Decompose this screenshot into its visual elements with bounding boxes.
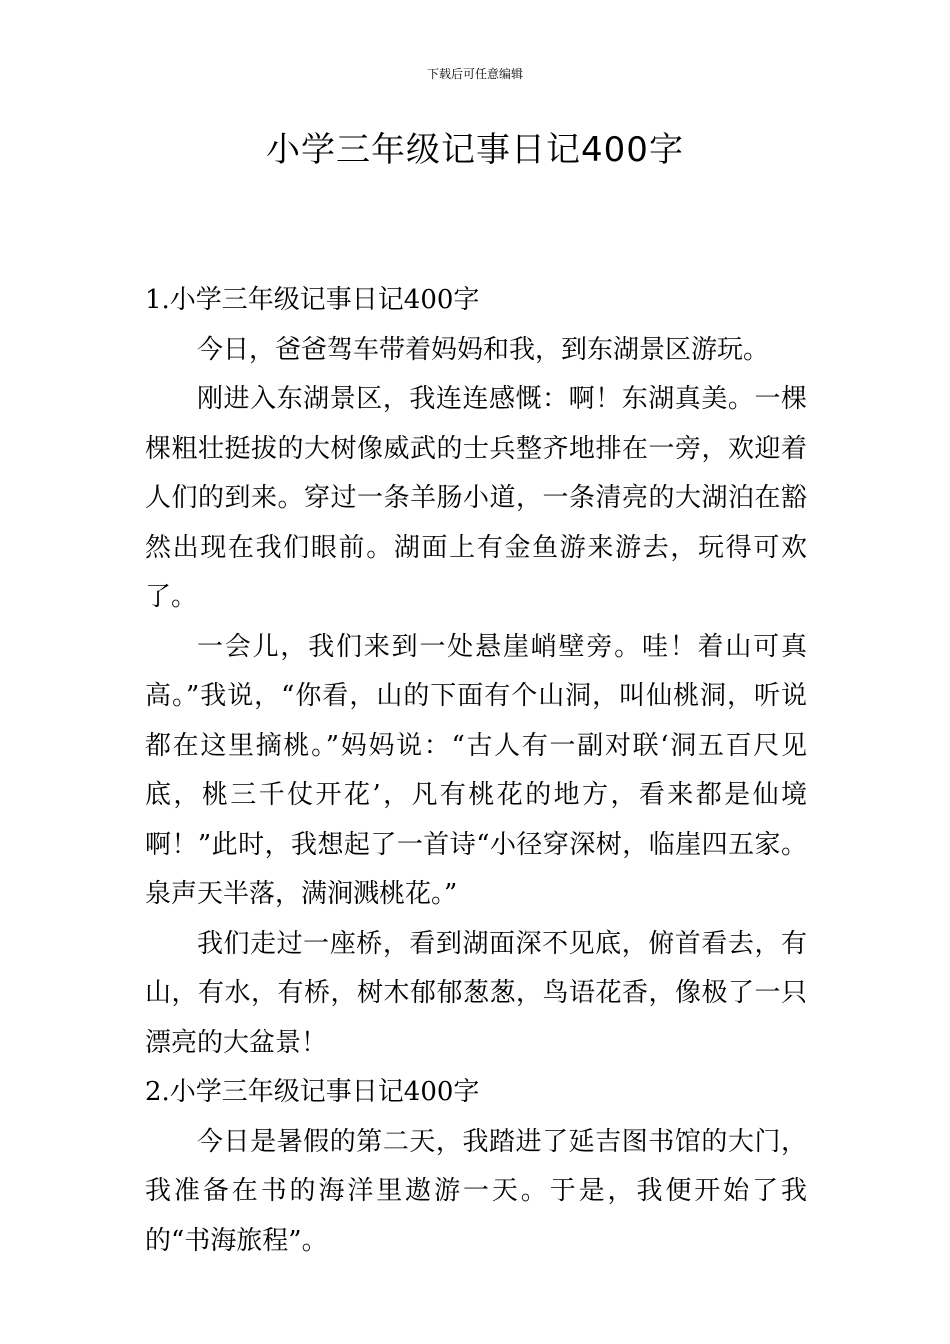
paragraph: 今日是暑假的第二天，我踏进了延吉图书馆的大门，我准备在书的海洋里遨游一天。于是，我便开始了我的“书海旅程”。 [145, 1126, 807, 1256]
paragraph: 今日，爸爸驾车带着妈妈和我，到东湖景区游玩。 [197, 334, 770, 365]
paragraph: 刚进入东湖景区，我连连感慨：啊！东湖真美。一棵棵粗壮挺拔的大树像威武的士兵整齐地排在一旁，欢迎着人们的到来。穿过一条羊肠小道，一条清亮的大湖泊在豁然出现在我们眼前。湖面上有金鱼游来游去，玩得可欢了。 [145, 384, 807, 612]
paragraph: 我们走过一座桥，看到湖面深不见底，俯首看去，有山，有水，有桥，树木郁郁葱葱，鸟语花香，像极了一只漂亮的大盆景！ [145, 928, 807, 1058]
document-body [145, 276, 807, 1266]
section-heading: 1.小学三年级记事日记400字 [145, 285, 480, 315]
document-title: 小学三年级记事日记400字 [266, 130, 684, 170]
paragraph: 一会儿，我们来到一处悬崖峭壁旁。哇！着山可真高。”我说，“你看，山的下面有个山洞，叫仙桃洞，听说都在这里摘桃。”妈妈说：“古人有一副对联‘洞五百尺见底，桃三千仗开花’，凡有桃花的地方，看来都是仙境啊！”此时，我想起了一首诗“小径穿深树，临崖四五家。泉声天半落，满涧溅桃花。” [145, 631, 807, 909]
section-heading: 2.小学三年级记事日记400字 [145, 1077, 480, 1107]
header-note: 下载后可任意编辑 [426, 67, 523, 81]
